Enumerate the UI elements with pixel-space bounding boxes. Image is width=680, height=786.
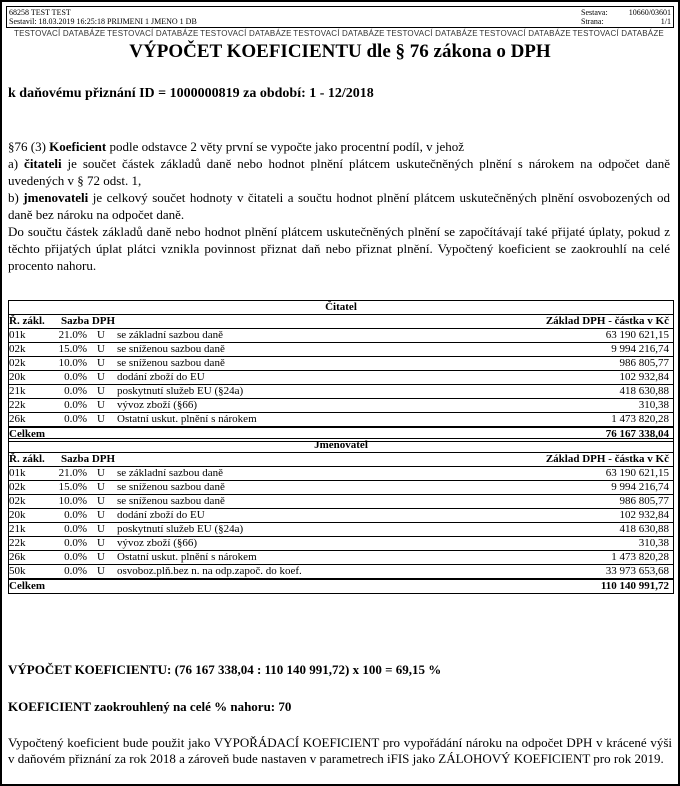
row-code: 21k [9, 523, 26, 535]
row-rate: 10.0% [58, 495, 87, 507]
row-rate: 0.0% [64, 551, 87, 563]
row-code: 26k [9, 413, 26, 425]
row-description: se základní sazbou daně [117, 467, 223, 479]
row-amount: 418 630,88 [619, 523, 669, 535]
total-label: Celkem [9, 580, 46, 592]
row-rate: 0.0% [64, 385, 87, 397]
sestava-value: 10660/03601 [628, 8, 671, 17]
row-amount: 102 932,84 [619, 371, 669, 383]
row-rate: 0.0% [64, 565, 87, 577]
keyword-koeficient: Koeficient [49, 139, 107, 154]
table-row [9, 523, 673, 537]
row-description: poskytnutí služeb EU (§24a) [117, 385, 244, 397]
row-flag: U [97, 565, 105, 577]
row-flag: U [97, 343, 105, 355]
row-rate: 0.0% [64, 371, 87, 383]
row-amount: 102 932,84 [619, 509, 669, 521]
row-amount: 63 190 621,15 [605, 329, 669, 341]
watermark-text: TESTOVACÍ DATABÁZE [386, 29, 478, 38]
row-description: Ostatní uskut. plnění s nárokem [117, 551, 257, 563]
watermark-text: TESTOVACÍ DATABÁZE [293, 29, 385, 38]
row-code: 21k [9, 385, 26, 397]
jmenovatel-table [8, 438, 674, 594]
table-row [9, 537, 673, 551]
total-amount: 110 140 991,72 [600, 580, 669, 592]
row-code: 01k [9, 329, 26, 341]
column-header-base-amount: Základ DPH - částka v Kč [545, 315, 669, 327]
row-flag: U [97, 385, 105, 397]
row-code: 26k [9, 551, 26, 563]
row-description: se sníženou sazbou daně [117, 343, 225, 355]
report-header [6, 6, 674, 28]
row-code: 02k [9, 343, 26, 355]
table-row [9, 551, 673, 565]
table-row [9, 343, 673, 357]
row-rate: 0.0% [64, 523, 87, 535]
row-rate: 0.0% [64, 537, 87, 549]
row-code: 22k [9, 399, 26, 411]
test-database-watermark [14, 29, 664, 39]
keyword-jmenovateli: jmenovateli [23, 190, 89, 205]
row-flag: U [97, 467, 105, 479]
sestava-label: Sestava: [581, 8, 608, 17]
row-code: 22k [9, 537, 26, 549]
row-rate: 0.0% [64, 399, 87, 411]
row-description: vývoz zboží (§66) [117, 537, 198, 549]
citatel-table [8, 300, 674, 442]
table-header-row [9, 453, 673, 467]
row-flag: U [97, 509, 105, 521]
row-rate: 21.0% [58, 467, 87, 479]
table-row [9, 413, 673, 427]
watermark-text: TESTOVACÍ DATABÁZE [479, 29, 571, 38]
row-flag: U [97, 523, 105, 535]
row-amount: 986 805,77 [619, 357, 669, 369]
table-row [9, 385, 673, 399]
row-rate: 10.0% [58, 357, 87, 369]
table-caption: Jmenovatel [9, 439, 673, 453]
row-description: Ostatní uskut. plnění s nárokem [117, 413, 257, 425]
table-row [9, 357, 673, 371]
row-amount: 310,38 [638, 399, 669, 411]
row-description: vývoz zboží (§66) [117, 399, 198, 411]
row-description: se sníženou sazbou daně [117, 495, 225, 507]
row-description: osvoboz.plň.bez n. na odp.započ. do koef. [117, 565, 302, 577]
column-header-base-amount: Základ DPH - částka v Kč [545, 453, 669, 465]
report-subtitle: k daňovému přiznání ID = 1000000819 za období: 1 - 12/2018 [8, 86, 374, 101]
row-amount: 310,38 [638, 537, 669, 549]
paragraph-rounding-rule: Do součtu částek základů daně nebo hodnot plnění plátcem uskutečněných plnění se započítávají také přijaté úplaty, pokud z těchto přijatých úplat plátci vznikla povinnost přiznat daň nebo přiznat plnění. Vypočtený koeficient se zaokrouhlí na celé procento nahoru. [8, 224, 670, 273]
table-caption: Čitatel [9, 301, 673, 315]
row-rate: 15.0% [58, 481, 87, 493]
row-code: 20k [9, 371, 26, 383]
row-flag: U [97, 357, 105, 369]
row-amount: 33 973 653,68 [605, 565, 669, 577]
column-header-row-code: Ř. zákl. [9, 315, 45, 327]
row-description: se základní sazbou daně [117, 329, 223, 341]
total-amount: 76 167 338,04 [605, 428, 669, 440]
table-row [9, 399, 673, 413]
row-rate: 15.0% [58, 343, 87, 355]
row-description: se sníženou sazbou daně [117, 357, 225, 369]
row-amount: 418 630,88 [619, 385, 669, 397]
table-row [9, 481, 673, 495]
table-row [9, 467, 673, 481]
row-rate: 0.0% [64, 413, 87, 425]
watermark-text: TESTOVACÍ DATABÁZE [572, 29, 664, 38]
row-amount: 986 805,77 [619, 495, 669, 507]
row-flag: U [97, 495, 105, 507]
rounded-coefficient: KOEFICIENT zaokrouhlený na celé % nahoru: 70 [8, 699, 292, 714]
column-header-vat-rate: Sazba DPH [61, 315, 116, 327]
row-flag: U [97, 399, 105, 411]
row-code: 02k [9, 481, 26, 493]
row-amount: 1 473 820,28 [611, 551, 669, 563]
header-line-2: Sestavil: 18.03.2019 16:25:18 PRIJMENI 1 JMENO 1 DB [9, 17, 197, 26]
row-flag: U [97, 371, 105, 383]
row-code: 01k [9, 467, 26, 479]
header-line-1: 68258 TEST TEST [9, 8, 71, 17]
closing-note: Vypočtený koeficient bude použit jako VYPOŘÁDACÍ KOEFICIENT pro vypořádání nároku na odpočet DPH v krácené výši v daňovém přiznání za rok 2018 a zároveň bude nastaven v parametrech iFIS jako ZÁLOHOVÝ KOEFICIENT pro rok 2019. [8, 735, 672, 766]
row-rate: 21.0% [58, 329, 87, 341]
total-label: Celkem [9, 428, 46, 440]
watermark-text: TESTOVACÍ DATABÁZE [200, 29, 292, 38]
coefficient-calculation: VÝPOČET KOEFICIENTU: (76 167 338,04 : 110 140 991,72) x 100 = 69,15 % [8, 662, 442, 677]
table-row [9, 509, 673, 523]
table-total-row [9, 579, 673, 593]
row-description: dodání zboží do EU [117, 509, 205, 521]
row-code: 02k [9, 495, 26, 507]
row-description: dodání zboží do EU [117, 371, 205, 383]
column-header-row-code: Ř. zákl. [9, 453, 45, 465]
keyword-citateli: čitateli [24, 156, 62, 171]
row-description: se sníženou sazbou daně [117, 481, 225, 493]
row-flag: U [97, 537, 105, 549]
row-flag: U [97, 481, 105, 493]
row-rate: 0.0% [64, 509, 87, 521]
row-description: poskytnutí služeb EU (§24a) [117, 523, 244, 535]
legal-paragraph: §76 (3) Koeficient podle odstavce 2 věty první se vypočte jako procentní podíl, v jehož a) čitateli je součet částek základů daně nebo hodnot plnění plátcem uskutečněných plnění s nárokem na odpočet daně uvedených v § 72 odst. 1, b) jmenovateli je celkový součet hodnoty v čitateli a součtu hodnot plnění plátcem uskutečněných plnění osvobozených od daně bez nároku na odpočet daně. Do součtu částek základů daně nebo hodnot plnění plátcem uskutečněných plnění se započítávají také přijaté úplaty, pokud z těchto přijatých úplat plátci vznikla povinnost přiznat daň nebo přiznat plnění. Vypočtený koeficient se zaokrouhlí na celé procento nahoru. [8, 139, 670, 273]
row-flag: U [97, 413, 105, 425]
row-amount: 63 190 621,15 [605, 467, 669, 479]
row-flag: U [97, 329, 105, 341]
table-header-row [9, 315, 673, 329]
table-row [9, 495, 673, 509]
table-row [9, 565, 673, 579]
row-amount: 9 994 216,74 [611, 481, 669, 493]
row-flag: U [97, 551, 105, 563]
strana-label: Strana: [581, 17, 604, 26]
row-amount: 9 994 216,74 [611, 343, 669, 355]
row-code: 02k [9, 357, 26, 369]
row-amount: 1 473 820,28 [611, 413, 669, 425]
watermark-text: TESTOVACÍ DATABÁZE [14, 29, 106, 38]
table-row [9, 371, 673, 385]
column-header-vat-rate: Sazba DPH [61, 453, 116, 465]
report-title: VÝPOČET KOEFICIENTU dle § 76 zákona o DPH [129, 41, 551, 62]
table-row [9, 329, 673, 343]
watermark-text: TESTOVACÍ DATABÁZE [107, 29, 199, 38]
row-code: 20k [9, 509, 26, 521]
row-code: 50k [9, 565, 26, 577]
strana-value: 1/1 [660, 17, 671, 26]
